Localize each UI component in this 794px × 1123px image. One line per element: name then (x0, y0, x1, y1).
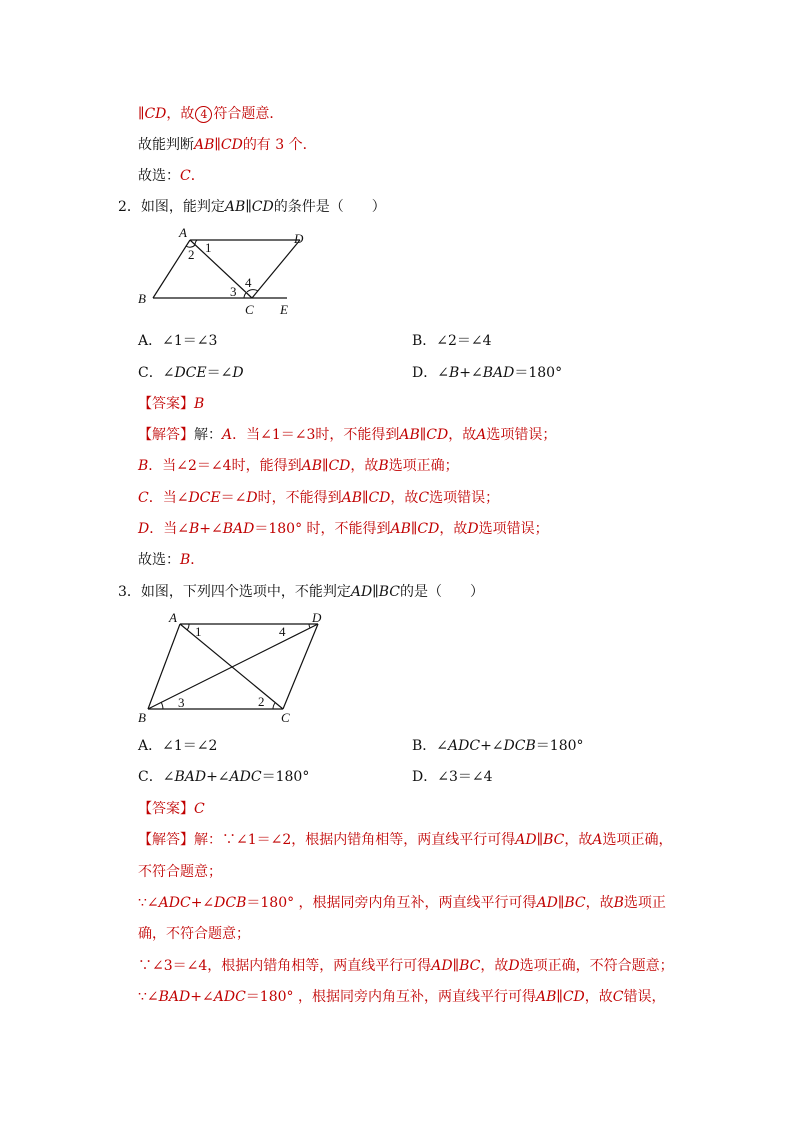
segment-cd (283, 624, 318, 709)
parallel-expr: AB∥CD (301, 458, 351, 474)
angle-arc (187, 624, 189, 630)
text: +∠ (190, 989, 214, 1005)
angle-label: 3 (178, 695, 185, 710)
option-text: A．∠1＝∠2 (138, 738, 218, 754)
text: 的是（ ） (400, 584, 484, 600)
angle-name: ADC (229, 769, 262, 785)
text: 错误， (623, 989, 666, 1005)
answer-letter: C (194, 801, 205, 817)
segment-label: AB (224, 199, 246, 215)
angle-label: 2 (258, 694, 265, 709)
text: 的有 3 个． (242, 137, 317, 153)
q2-option-a[interactable] (138, 331, 217, 351)
solution-label: 【解答】 (138, 832, 194, 848)
point-label: B (138, 291, 146, 306)
option-text: D．∠3＝∠4 (412, 769, 493, 785)
angle-arc (161, 702, 163, 709)
option-text: ＝∠ (206, 365, 233, 381)
prev-line-2 (138, 135, 317, 155)
angle-name: DCE (174, 365, 207, 381)
text: ，故 (564, 832, 593, 848)
q2-option-d[interactable] (412, 363, 562, 383)
q2-solution-1 (138, 425, 556, 445)
angle-name: DCB (503, 738, 536, 754)
q3-solution-2 (138, 893, 666, 913)
q2-solution-3 (138, 488, 499, 508)
parallel-symbol: ∥ (214, 137, 221, 153)
text: ＝180° ，根据同旁内角互补，两直线平行可得 (245, 989, 536, 1005)
option-text: C．∠ (138, 769, 175, 785)
q2-option-c[interactable] (138, 363, 244, 383)
text: 选项正确， (602, 832, 673, 848)
angle-name: ADC (448, 738, 481, 754)
segment-label: AB (194, 137, 215, 153)
angle-name: ADC (158, 895, 191, 911)
text: ，故 (585, 895, 614, 911)
text: ＝180° ，根据同旁内角互补，两直线平行可得 (246, 895, 537, 911)
parallel-symbol: ∥ (138, 106, 145, 122)
option-ref: B (613, 895, 624, 911)
option-text: ＝180° (261, 769, 310, 785)
point-label: D (294, 231, 304, 246)
text: 选项错误； (429, 490, 500, 506)
angle-name: BAD (222, 521, 255, 537)
segment-label: CD (144, 106, 167, 122)
circled-number: 4 (195, 106, 212, 123)
q3-solution-1 (138, 830, 672, 850)
segment-ab (153, 240, 190, 298)
angle-arc (273, 703, 275, 709)
q3-option-a[interactable] (138, 736, 217, 756)
text: ，故 (439, 521, 468, 537)
parallel-expr: AB∥CD (390, 521, 440, 537)
text: 如图，下列四个选项中，不能判定 (140, 584, 351, 600)
text: ，故 (350, 458, 379, 474)
segment-label: AD (350, 584, 373, 600)
question-number: 2． (118, 199, 141, 215)
option-ref: A (592, 832, 603, 848)
text: ．当∠ (149, 521, 189, 537)
text: +∠ (199, 521, 223, 537)
answer-letter: C (180, 168, 191, 184)
point-label: A (169, 610, 177, 625)
question-number: 3． (118, 584, 141, 600)
text: ． (190, 168, 205, 184)
parallel-expr: AB∥CD (399, 427, 449, 443)
text: 选项正确，不符合题意； (519, 958, 674, 974)
text: ，故 (448, 427, 477, 443)
q3-stem (118, 582, 484, 602)
text: +∠ (190, 895, 215, 911)
option-ref: D (467, 521, 479, 537)
q3-figure (135, 607, 335, 727)
text: 不符合题意； (138, 864, 222, 880)
text: ．当∠1＝∠3时，不能得到 (232, 427, 400, 443)
angle-label: 1 (205, 240, 212, 255)
text: ．当∠ (148, 490, 189, 506)
segment-ac (190, 240, 252, 298)
angle-name: D (246, 490, 258, 506)
option-text: B．∠2＝∠4 (412, 333, 492, 349)
text: 选项错误； (486, 427, 557, 443)
point-label: C (245, 302, 254, 317)
option-ref: B (138, 458, 149, 474)
option-text: ＝180° (535, 738, 584, 754)
text: ＝∠ (220, 490, 247, 506)
q2-solution-4 (138, 519, 549, 539)
option-ref: A (222, 427, 233, 443)
parallel-expr: AD∥BC (536, 895, 586, 911)
option-text: D．∠ (412, 365, 449, 381)
parallel-symbol: ∥ (372, 584, 379, 600)
text: 时，不能得到 (257, 490, 342, 506)
parallel-expr: AD∥BC (515, 832, 565, 848)
prev-line-3 (138, 166, 205, 186)
angle-label: 4 (245, 275, 252, 290)
angle-name: B (188, 521, 200, 537)
angle-name: BAD (158, 989, 191, 1005)
parallel-expr: AB∥CD (341, 490, 391, 506)
point-label: B (138, 710, 146, 725)
text: 选项正确； (388, 458, 459, 474)
text: 解：∵∠1＝∠2，根据内错角相等，两直线平行可得 (194, 832, 516, 848)
text: 如图，能判定 (140, 199, 225, 215)
q3-solution-1-cont (138, 862, 222, 882)
point-label: C (281, 710, 290, 725)
text: ＝180° 时，不能得到 (254, 521, 391, 537)
angle-label: 1 (195, 624, 202, 639)
text: ∵∠3＝∠4，根据内错角相等，两直线平行可得 (138, 958, 432, 974)
option-ref: D (138, 521, 150, 537)
point-label: D (312, 610, 322, 625)
q3-solution-2-cont (138, 924, 250, 944)
text: ． (190, 552, 205, 568)
segment-label: BC (378, 584, 400, 600)
segment-label: CD (220, 137, 243, 153)
option-text: ＝180° (514, 365, 563, 381)
option-ref: B (378, 458, 389, 474)
text: 的条件是（ ） (273, 199, 386, 215)
text: ∵∠ (138, 989, 159, 1005)
q2-figure (135, 225, 335, 325)
angle-arc (244, 293, 246, 298)
text: 选项错误； (478, 521, 549, 537)
option-text: C．∠ (138, 365, 175, 381)
answer-letter: B (180, 552, 191, 568)
parallel-expr: AD∥BC (431, 958, 481, 974)
angle-name: B (448, 365, 460, 381)
q3-option-b[interactable] (412, 736, 584, 756)
text: 符合题意． (213, 106, 284, 122)
diagonal-bd (148, 624, 318, 709)
option-ref: D (508, 958, 520, 974)
option-text: +∠ (459, 365, 483, 381)
answer-label: 【答案】 (138, 396, 194, 412)
q3-option-d[interactable] (412, 767, 493, 787)
q3-solution-3 (138, 956, 674, 976)
text: ，故 (166, 106, 195, 122)
option-ref: C (418, 490, 430, 506)
option-ref: C (612, 989, 624, 1005)
q2-answer (138, 394, 204, 414)
answer-label: 【答案】 (138, 801, 194, 817)
angle-name: D (232, 365, 244, 381)
text: ，故 (480, 958, 509, 974)
text: 故选： (138, 552, 180, 568)
option-ref: A (476, 427, 487, 443)
angle-label: 2 (188, 247, 195, 262)
angle-label: 3 (230, 284, 237, 299)
option-text: +∠ (206, 769, 230, 785)
text: 解： (194, 427, 222, 443)
parallel-symbol: ∥ (245, 199, 252, 215)
text: 故选： (138, 168, 180, 184)
angle-name: BAD (482, 365, 515, 381)
angle-name: DCB (214, 895, 247, 911)
option-text: +∠ (480, 738, 504, 754)
q3-solution-4 (138, 987, 665, 1007)
angle-name: ADC (213, 989, 246, 1005)
solution-label: 【解答】 (138, 427, 194, 443)
text: ．当∠2＝∠4时，能得到 (148, 458, 302, 474)
option-text: B．∠ (412, 738, 449, 754)
option-ref: C (138, 490, 149, 506)
q2-stem (118, 197, 386, 217)
angle-name: DCE (188, 490, 221, 506)
angle-label: 4 (279, 624, 286, 639)
text: 故能判断 (138, 137, 194, 153)
angle-arc (195, 240, 197, 245)
angle-name: BAD (174, 769, 207, 785)
option-text: A．∠1＝∠3 (138, 333, 218, 349)
text: 确，不符合题意； (138, 926, 250, 942)
q2-option-b[interactable] (412, 331, 492, 351)
text: ，故 (390, 490, 419, 506)
text: ，故 (584, 989, 613, 1005)
q3-option-c[interactable] (138, 767, 309, 787)
segment-label: CD (251, 199, 274, 215)
segment-cd (252, 240, 300, 298)
text: 选项正 (623, 895, 666, 911)
parallel-expr: AB∥CD (535, 989, 585, 1005)
point-label: A (179, 225, 187, 240)
segment-ab (148, 624, 180, 709)
point-label: E (280, 302, 288, 317)
prev-line-1 (138, 104, 283, 124)
q3-answer (138, 799, 205, 819)
q2-solution-2 (138, 456, 459, 476)
answer-letter: B (194, 396, 205, 412)
text: ∵∠ (138, 895, 159, 911)
q2-final (138, 550, 204, 570)
